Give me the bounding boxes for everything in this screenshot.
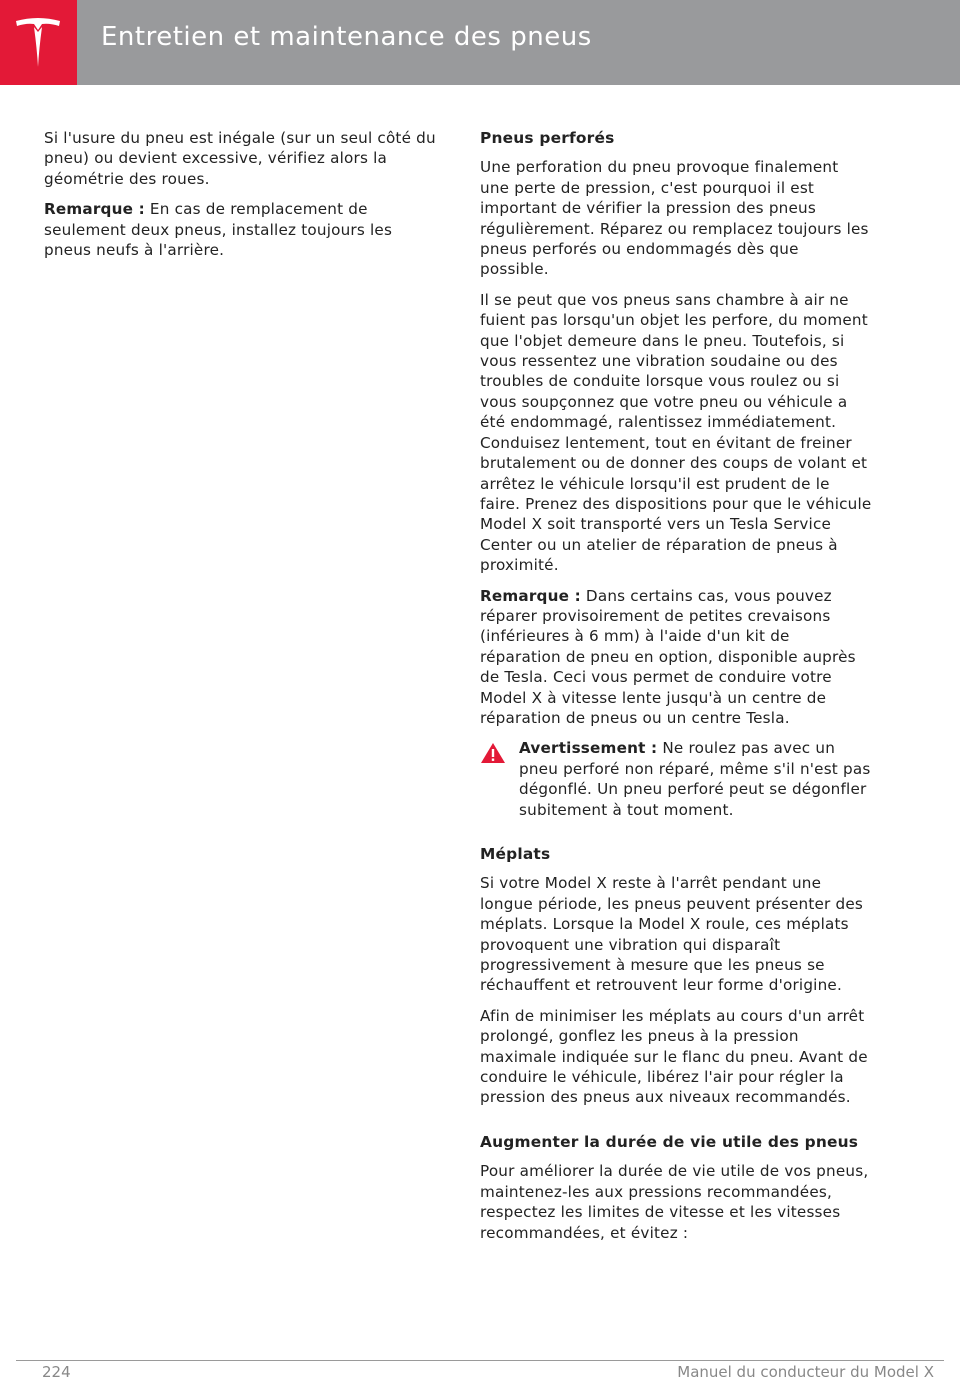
- note-text: Dans certains cas, vous pouvez réparer provisoirement de petites crevaisons (inférieures à 6 mm) à l'aide d'un kit de réparation de pneu en option, disponible auprès de Tesla. Ceci vous permet de conduire votre Model X à vitesse lente jusqu'à un centre de réparation de pneus ou un centre Tesla.: [480, 586, 856, 727]
- page-title: Entretien et maintenance des pneus: [101, 22, 592, 52]
- page-number: 224: [42, 1363, 71, 1381]
- paragraph: Si l'usure du pneu est inégale (sur un seul côté du pneu) ou devient excessive, vérifiez alors la géométrie des roues.: [44, 129, 436, 188]
- right-column: [480, 128, 872, 1253]
- warning-triangle-icon: [480, 742, 506, 764]
- warning-text: Ne roulez pas avec un pneu perforé non réparé, même s'il n'est pas dégonflé. Un pneu perforé peut se dégonfler subitement à tout moment.: [519, 739, 871, 819]
- note-label: Remarque :: [44, 200, 145, 219]
- note-label: Remarque :: [480, 586, 581, 605]
- warning-label: Avertissement :: [519, 739, 658, 758]
- page-header: [0, 0, 960, 85]
- paragraph: Si votre Model X reste à l'arrêt pendant une longue période, les pneus peuvent présenter des méplats. Lorsque la Model X roule, ces méplats provoquent une vibration qui disparaît progressivement à mesure que les pneus se réchauffent et retrouvent leur forme d'origine.: [480, 874, 864, 995]
- paragraph: Une perforation du pneu provoque finalement une perte de pression, c'est pourquoi il est important de vérifier la pression des pneus régulièrement. Réparez ou remplacez toujours les pneus perforés ou endommagés dès que possible.: [480, 158, 869, 279]
- note: [44, 199, 436, 260]
- paragraph: Pour améliorer la durée de vie utile de vos pneus, maintenez-les aux pressions recommandées, respectez les limites de vitesse et les vitesses recommandées, et évitez :: [480, 1162, 869, 1242]
- footer-divider: [16, 1360, 944, 1361]
- note-text: En cas de remplacement de seulement deux pneus, installez toujours les pneus neufs à l'arrière.: [44, 200, 393, 260]
- logo-box: [0, 0, 77, 85]
- section-title-meplats: Méplats: [480, 845, 551, 863]
- tesla-logo-icon: [13, 17, 63, 69]
- manual-title: Manuel du conducteur du Model X: [677, 1363, 934, 1381]
- section-title-pneus-perfores: Pneus perforés: [480, 129, 615, 147]
- paragraph: Il se peut que vos pneus sans chambre à air ne fuient pas lorsqu'un objet les perfore, du moment que l'objet demeure dans le pneu. Toutefois, si vous ressentez une vibration soudaine ou des troubles de conduite lorsque vous roulez ou si vous soupçonnez que votre pneu ou véhicule a été endommagé, ralentissez immédiatement. Conduisez lentement, tout en évitant de freiner brutalement ou de donner des coups de volant et arrêtez le véhicule lorsqu'il est prudent de le faire. Prenez des dispositions pour que le véhicule Model X soit transporté vers un Tesla Service Center ou un atelier de réparation de pneus à proximité.: [480, 290, 872, 575]
- section-title-duree-de-vie: Augmenter la durée de vie utile des pneus: [480, 1132, 859, 1151]
- note: [480, 586, 872, 729]
- left-column: [44, 128, 436, 270]
- paragraph: Afin de minimiser les méplats au cours d'un arrêt prolongé, gonflez les pneus à la pression maximale indiquée sur le flanc du pneu. Avant de conduire le véhicule, libérez l'air pour régler la pression des pneus aux niveaux recommandés.: [480, 1006, 868, 1107]
- warning-box: [480, 738, 872, 820]
